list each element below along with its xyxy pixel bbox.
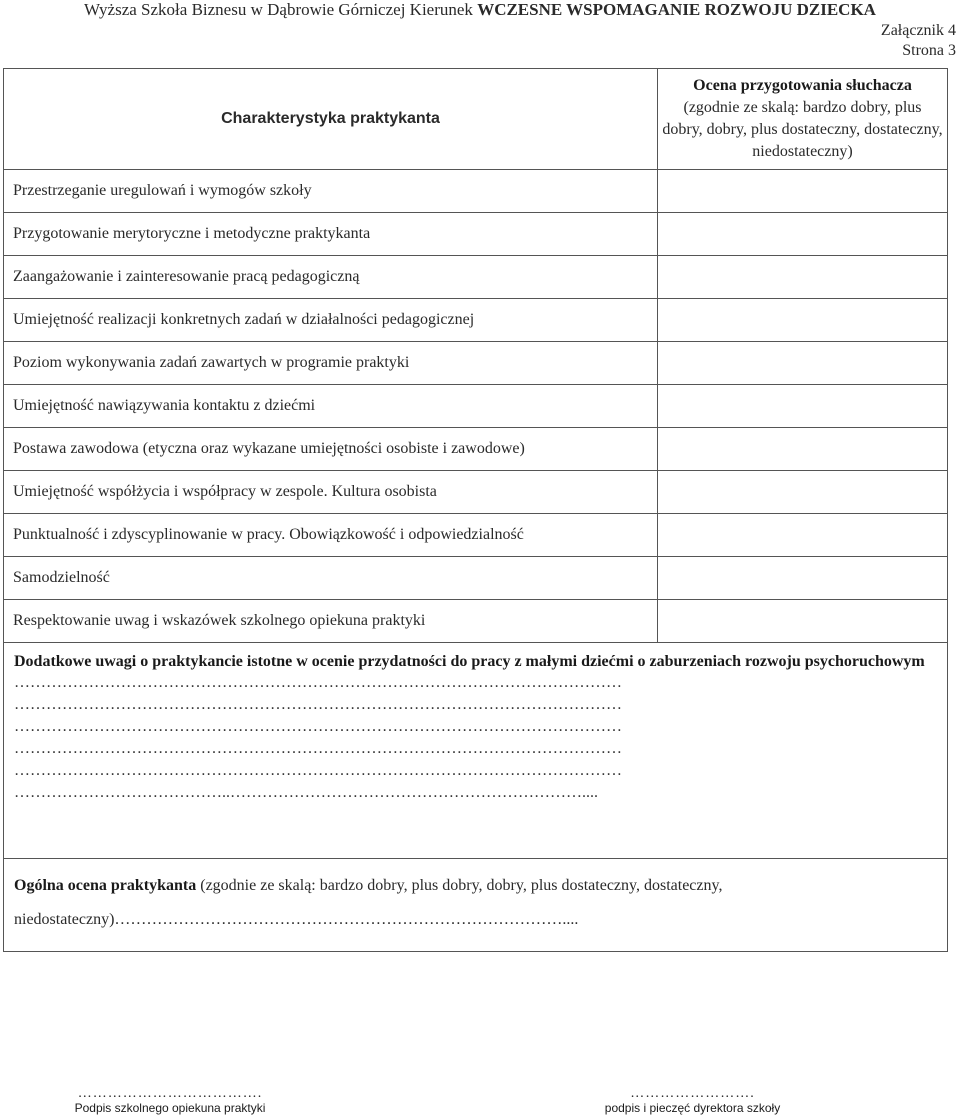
remarks-line: ……………………………………………………………………………………………………: [14, 762, 622, 779]
grade-cell[interactable]: [658, 170, 948, 213]
criterion-label: Przestrzeganie uregulowań i wymogów szkoły: [4, 170, 658, 213]
evaluation-table: [3, 68, 948, 952]
grade-header-scale: (zgodnie ze skalą: bardzo dobry, plus dobry, dobry, plus dostateczny, dostateczny, niedostateczny): [662, 99, 943, 160]
criterion-row: [4, 428, 948, 471]
document-header: [0, 0, 960, 20]
criterion-row: [4, 299, 948, 342]
criterion-row: [4, 170, 948, 213]
grade-cell[interactable]: [658, 471, 948, 514]
grade-header-title: Ocena przygotowania słuchacza: [693, 77, 912, 94]
attachment-info: [881, 21, 956, 61]
overall-line-2: niedostateczny)…………………………………………………………………………....: [14, 911, 579, 928]
remarks-cell[interactable]: [4, 643, 948, 859]
remarks-row: [4, 643, 948, 859]
criterion-row: [4, 600, 948, 643]
grade-cell[interactable]: [658, 256, 948, 299]
criterion-row: [4, 213, 948, 256]
remarks-title: Dodatkowe uwagi o praktykancie istotne w ocenie przydatności do pracy z małymi dziećmi o zaburzeniach rozwoju psychoruchowym: [14, 653, 925, 670]
criterion-label: Respektowanie uwag i wskazówek szkolnego opiekuna praktyki: [4, 600, 658, 643]
criterion-label: Przygotowanie merytoryczne i metodyczne praktykanta: [4, 213, 658, 256]
grade-cell[interactable]: [658, 600, 948, 643]
remarks-line: ……………………………………………………………………………………………………: [14, 674, 622, 691]
page-number: Strona 3: [902, 42, 956, 59]
grade-cell[interactable]: [658, 514, 948, 557]
grade-header: [658, 69, 948, 170]
grade-cell[interactable]: [658, 299, 948, 342]
grade-cell[interactable]: [658, 342, 948, 385]
director-signature-label: podpis i pieczęć dyrektora szkoły: [604, 1101, 781, 1115]
grade-cell[interactable]: [658, 557, 948, 600]
criterion-label: Samodzielność: [4, 557, 658, 600]
criterion-label: Umiejętność nawiązywania kontaktu z dziećmi: [4, 385, 658, 428]
table-header-row: [4, 69, 948, 170]
criterion-label: Poziom wykonywania zadań zawartych w programie praktyki: [4, 342, 658, 385]
remarks-line: ……………………………………………………………………………………………………: [14, 696, 622, 713]
characteristics-header: Charakterystyka praktykanta: [4, 69, 658, 170]
school-name: Wyższa Szkoła Biznesu w Dąbrowie Górniczej Kierunek: [84, 0, 473, 19]
remarks-line: …………………………………..…………………………………………………………....: [14, 784, 598, 801]
director-signature-line: …………………….: [630, 1086, 755, 1101]
director-signature: [585, 1087, 800, 1115]
overall-line-1: [14, 869, 937, 903]
criterion-label: Postawa zawodowa (etyczna oraz wykazane umiejętności osobiste i zawodowe): [4, 428, 658, 471]
criterion-row: [4, 557, 948, 600]
program-name: WCZESNE WSPOMAGANIE ROZWOJU DZIECKA: [477, 0, 876, 19]
remarks-line: ……………………………………………………………………………………………………: [14, 718, 622, 735]
overall-row: [4, 859, 948, 952]
grade-cell[interactable]: [658, 428, 948, 471]
criterion-label: Punktualność i zdyscyplinowanie w pracy. Obowiązkowość i odpowiedzialność: [4, 514, 658, 557]
supervisor-signature-label: Podpis szkolnego opiekuna praktyki: [74, 1101, 266, 1115]
criterion-label: Umiejętność współżycia i współpracy w zespole. Kultura osobista: [4, 471, 658, 514]
overall-scale: (zgodnie ze skalą: bardzo dobry, plus dobry, dobry, plus dostateczny, dostateczny,: [196, 877, 723, 894]
grade-cell[interactable]: [658, 213, 948, 256]
criterion-row: [4, 342, 948, 385]
overall-cell[interactable]: [4, 859, 948, 952]
supervisor-signature-line: ……………………………….: [77, 1086, 263, 1101]
attachment-number: Załącznik 4: [880, 22, 956, 39]
remarks-line: ……………………………………………………………………………………………………: [14, 740, 622, 757]
overall-label: Ogólna ocena praktykanta: [14, 877, 197, 894]
criterion-row: [4, 256, 948, 299]
criterion-row: [4, 514, 948, 557]
grade-cell[interactable]: [658, 385, 948, 428]
criterion-row: [4, 385, 948, 428]
criterion-row: [4, 471, 948, 514]
criterion-label: Umiejętność realizacji konkretnych zadań w działalności pedagogicznej: [4, 299, 658, 342]
supervisor-signature: [60, 1087, 280, 1115]
criterion-label: Zaangażowanie i zainteresowanie pracą pedagogiczną: [4, 256, 658, 299]
